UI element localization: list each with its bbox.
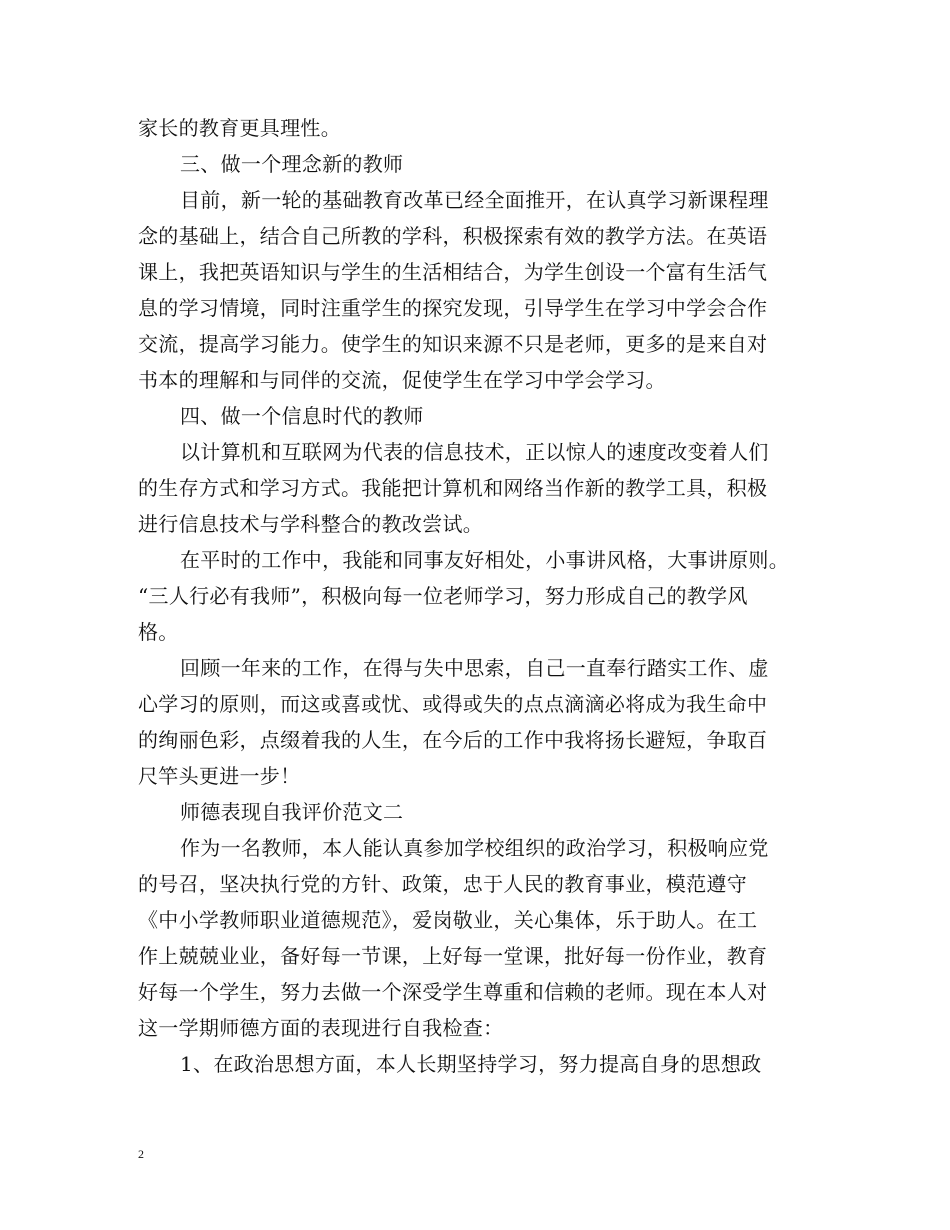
body-text [138, 110, 828, 1082]
text-line: 家长的教育更具理性。 [138, 116, 341, 140]
text-line: 的号召，坚决执行党的方针、政策，忠于人民的教育事业，模范遵守 [138, 872, 747, 896]
text-line: 好每一个学生，努力去做一个深受学生尊重和信赖的老师。现在本人对 [138, 980, 768, 1004]
text-line: 格。 [138, 620, 179, 644]
text-line: 回顾一年来的工作，在得与失中思索，自己一直奉行踏实工作、虚 [180, 656, 769, 680]
text-line: 心学习的原则，而这或喜或忧、或得或失的点点滴滴必将成为我生命中 [138, 692, 768, 716]
text-line: 的生存方式和学习方式。我能把计算机和网络当作新的教学工具，积极 [138, 476, 768, 500]
text-line: 作上兢兢业业，备好每一节课，上好每一堂课，批好每一份作业，教育 [138, 944, 768, 968]
text-line: 这一学期师德方面的表现进行自我检查： [138, 1016, 504, 1040]
text-line: 作为一名教师，本人能认真参加学校组织的政治学习，积极响应党 [180, 836, 769, 860]
text-line: 进行信息技术与学科整合的教改尝试。 [138, 512, 484, 536]
text-line: 课上，我把英语知识与学生的生活相结合，为学生创设一个富有生活气 [138, 260, 768, 284]
text-line: 在平时的工作中，我能和同事友好相处，小事讲风格，大事讲原则。 [180, 548, 789, 572]
text-line: 目前，新一轮的基础教育改革已经全面推开，在认真学习新课程理 [180, 188, 769, 212]
text-line: 《中小学教师职业道德规范》，爱岗敬业，关心集体，乐于助人。在工 [138, 908, 758, 932]
page-number: 2 [138, 1147, 144, 1161]
text-line: 以计算机和互联网为代表的信息技术，正以惊人的速度改变着人们 [180, 440, 769, 464]
text-line: 1、在政治思想方面，本人长期坚持学习，努力提高自身的思想政 [180, 1052, 762, 1076]
text-line: 四、做一个信息时代的教师 [180, 404, 424, 428]
text-line: 交流，提高学习能力。使学生的知识来源不只是老师，更多的是来自对 [138, 332, 768, 356]
text-line: 息的学习情境，同时注重学生的探究发现，引导学生在学习中学会合作 [138, 296, 768, 320]
text-line: 念的基础上，结合自己所教的学科，积极探索有效的教学方法。在英语 [138, 224, 768, 248]
text-line: 师德表现自我评价范文二 [180, 800, 404, 824]
text-line: 三、做一个理念新的教师 [180, 152, 404, 176]
text-line: 书本的理解和与同伴的交流，促使学生在学习中学会学习。 [138, 368, 666, 392]
text-line: 的绚丽色彩，点缀着我的人生，在今后的工作中我将扬长避短，争取百 [138, 728, 768, 752]
text-line: “三人行必有我师”，积极向每一位老师学习，努力形成自己的教学风 [138, 584, 748, 608]
text-line: 尺竿头更进一步！ [138, 764, 301, 788]
